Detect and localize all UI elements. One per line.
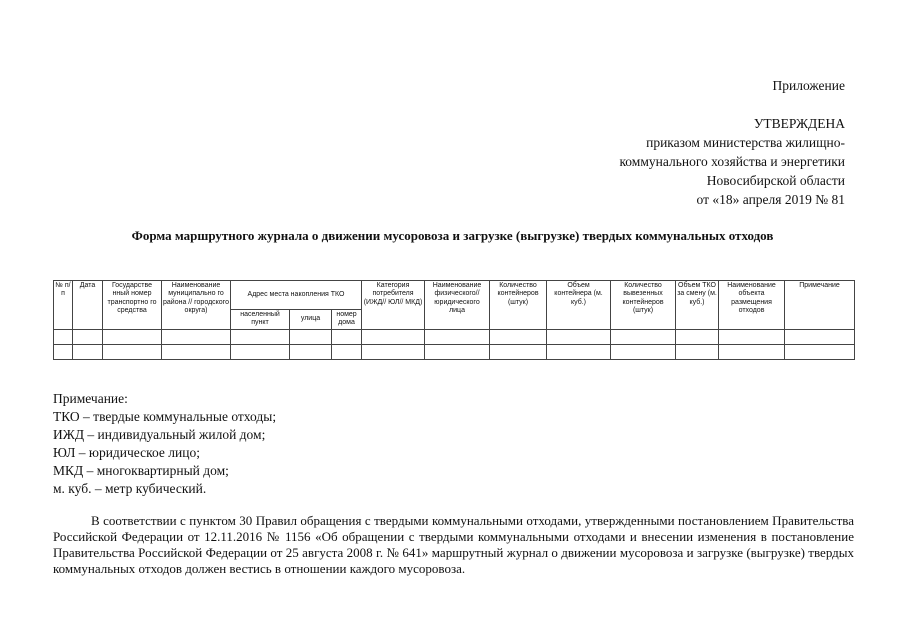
- body-paragraph: В соответствии с пунктом 30 Правил обращения с твердыми коммунальными отходами, утвержденными постановлением Правительства Российской Федерации от 12.11.2016 № 1156 «Об обращении с твердыми коммунальными отходами и внесении изменения в постановление Правительства Российской Федерации от 25 августа 2008 г. № 641» маршрутный журнал о движении мусоровоза и загрузке (выгрузке) твердых коммунальных отходов должен вестись в отношении каждого мусоровоза.: [53, 513, 854, 576]
- order-line-4: от «18» апреля 2019 № 81: [696, 192, 845, 207]
- note-item: ЮЛ – юридическое лицо;: [53, 445, 200, 460]
- table-row: [54, 329, 855, 344]
- col-removed-containers: Количество вывезенных контейнеров (штук): [611, 281, 676, 330]
- notes-heading: Примечание:: [53, 391, 128, 406]
- table-header-row: [54, 281, 855, 310]
- col-district: Наименование муниципально го района // городского округа): [162, 281, 231, 330]
- approval-block: [619, 76, 845, 209]
- col-category: Категория потребителя (ИЖД// ЮЛ// МКД): [362, 281, 425, 330]
- order-line-2: коммунального хозяйства и энергетики: [619, 154, 845, 169]
- col-tko-volume: Объем ТКО за смену (м. куб.): [676, 281, 719, 330]
- col-containers-count: Количество контейнеров (штук): [490, 281, 547, 330]
- table-row: [54, 344, 855, 359]
- col-num: № п/ п: [54, 281, 73, 330]
- col-vehicle-number: Государстве нный номер транспортно го средства: [103, 281, 162, 330]
- note-item: ИЖД – индивидуальный жилой дом;: [53, 427, 266, 442]
- note-item: м. куб. – метр кубический.: [53, 481, 207, 496]
- col-facility: Наименование объекта размещения отходов: [719, 281, 785, 330]
- note-item: ТКО – твердые коммунальные отходы;: [53, 409, 277, 424]
- notes-block: [53, 390, 276, 498]
- sub-street: улица: [290, 310, 332, 330]
- note-item: МКД – многоквартирный дом;: [53, 463, 229, 478]
- approved-label: УТВЕРЖДЕНА: [753, 116, 845, 131]
- col-note: Примечание: [785, 281, 855, 330]
- appendix-label: Приложение: [772, 78, 845, 93]
- order-line-1: приказом министерства жилищно-: [646, 135, 845, 150]
- col-name-person: Наименование физического// юридического лица: [425, 281, 490, 330]
- sub-house: номер дома: [332, 310, 362, 330]
- col-date: Дата: [73, 281, 103, 330]
- col-address: Адрес места накопления ТКО: [231, 281, 362, 310]
- document-title: Форма маршрутного журнала о движении мусоровоза и загрузке (выгрузке) твердых коммунальных отходов: [131, 228, 774, 243]
- col-container-volume: Объем контейнера (м. куб.): [547, 281, 611, 330]
- order-line-3: Новосибирской области: [706, 173, 845, 188]
- sub-settlement: населенный пункт: [231, 310, 290, 330]
- journal-table: [53, 280, 855, 360]
